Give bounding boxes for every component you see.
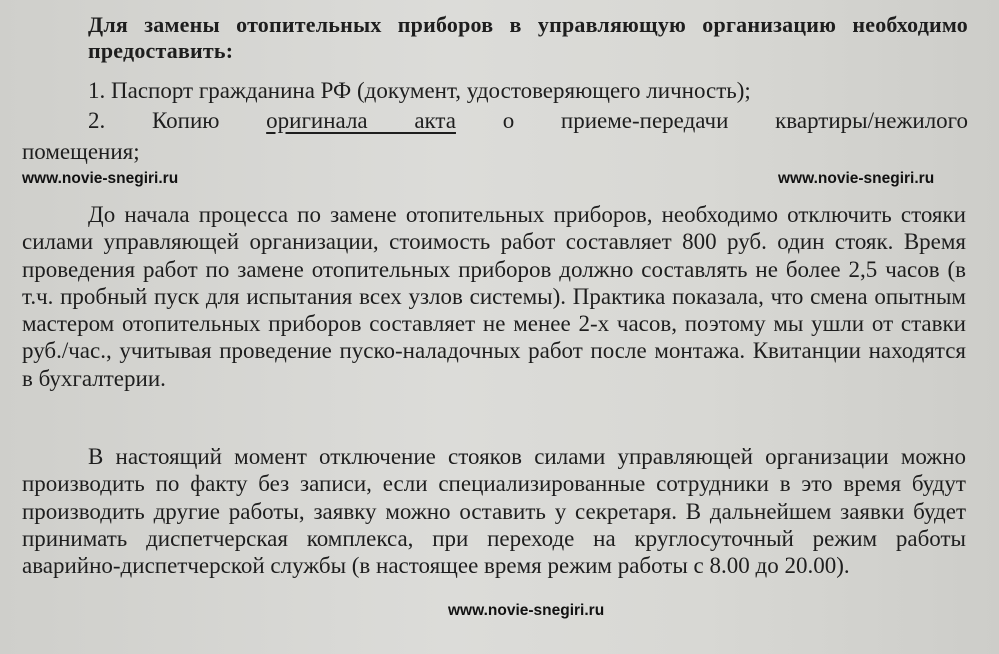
watermark-left: www.novie-snegiri.ru	[22, 170, 179, 187]
watermark-right: www.novie-snegiri.ru	[778, 170, 935, 187]
list-item-act-copy	[88, 107, 968, 135]
paragraph-current-procedure	[22, 443, 966, 579]
paragraph-riser-shutoff	[22, 201, 966, 392]
watermark-bottom: www.novie-snegiri.ru	[448, 602, 605, 619]
paragraph-riser-shutoff-text: До начала процесса по замене отопительных приборов, необходимо отключить стояки силами управляющей организации, стоимость работ составляет 800 руб. один стояк. Время проведения работ по замене отопительных приборов должно составлять не более 2,5 часов (в т.ч. пробный пуск для испытания всех узлов системы). Практика показала, что смена опытным мастером отопительных приборов составляет не менее 2-х часов, поэтому мы ушли от ставки руб./час., учитывая проведение пуско-наладочных работ после монтажа. Квитанции находятся в бухгалтерии.	[22, 202, 966, 391]
list-item-act-continuation: помещения;	[22, 139, 140, 164]
list-item-act-prefix: 2. Копию	[88, 108, 220, 133]
list-item-passport: 1. Паспорт гражданина РФ (документ, удостоверяющего личность);	[88, 78, 751, 103]
underlined-original-act: оригинала акта	[266, 108, 456, 133]
document-heading: Для замены отопительных приборов в управляющую организацию необходимо предоставить:	[88, 12, 968, 63]
paragraph-current-procedure-text: В настоящий момент отключение стояков силами управляющей организации можно производить по факту без записи, если специализированные сотрудники в это время будут производить другие работы, заявку можно оставить у секретаря. В дальнейшем заявки будет принимать диспетчерская комплекса, при переходе на круглосуточный режим работы аварийно-диспетчерской службы (в настоящее время режим работы с 8.00 до 20.00).	[22, 444, 966, 579]
list-item-act-suffix: о приеме-передачи квартиры/нежилого	[502, 108, 969, 133]
